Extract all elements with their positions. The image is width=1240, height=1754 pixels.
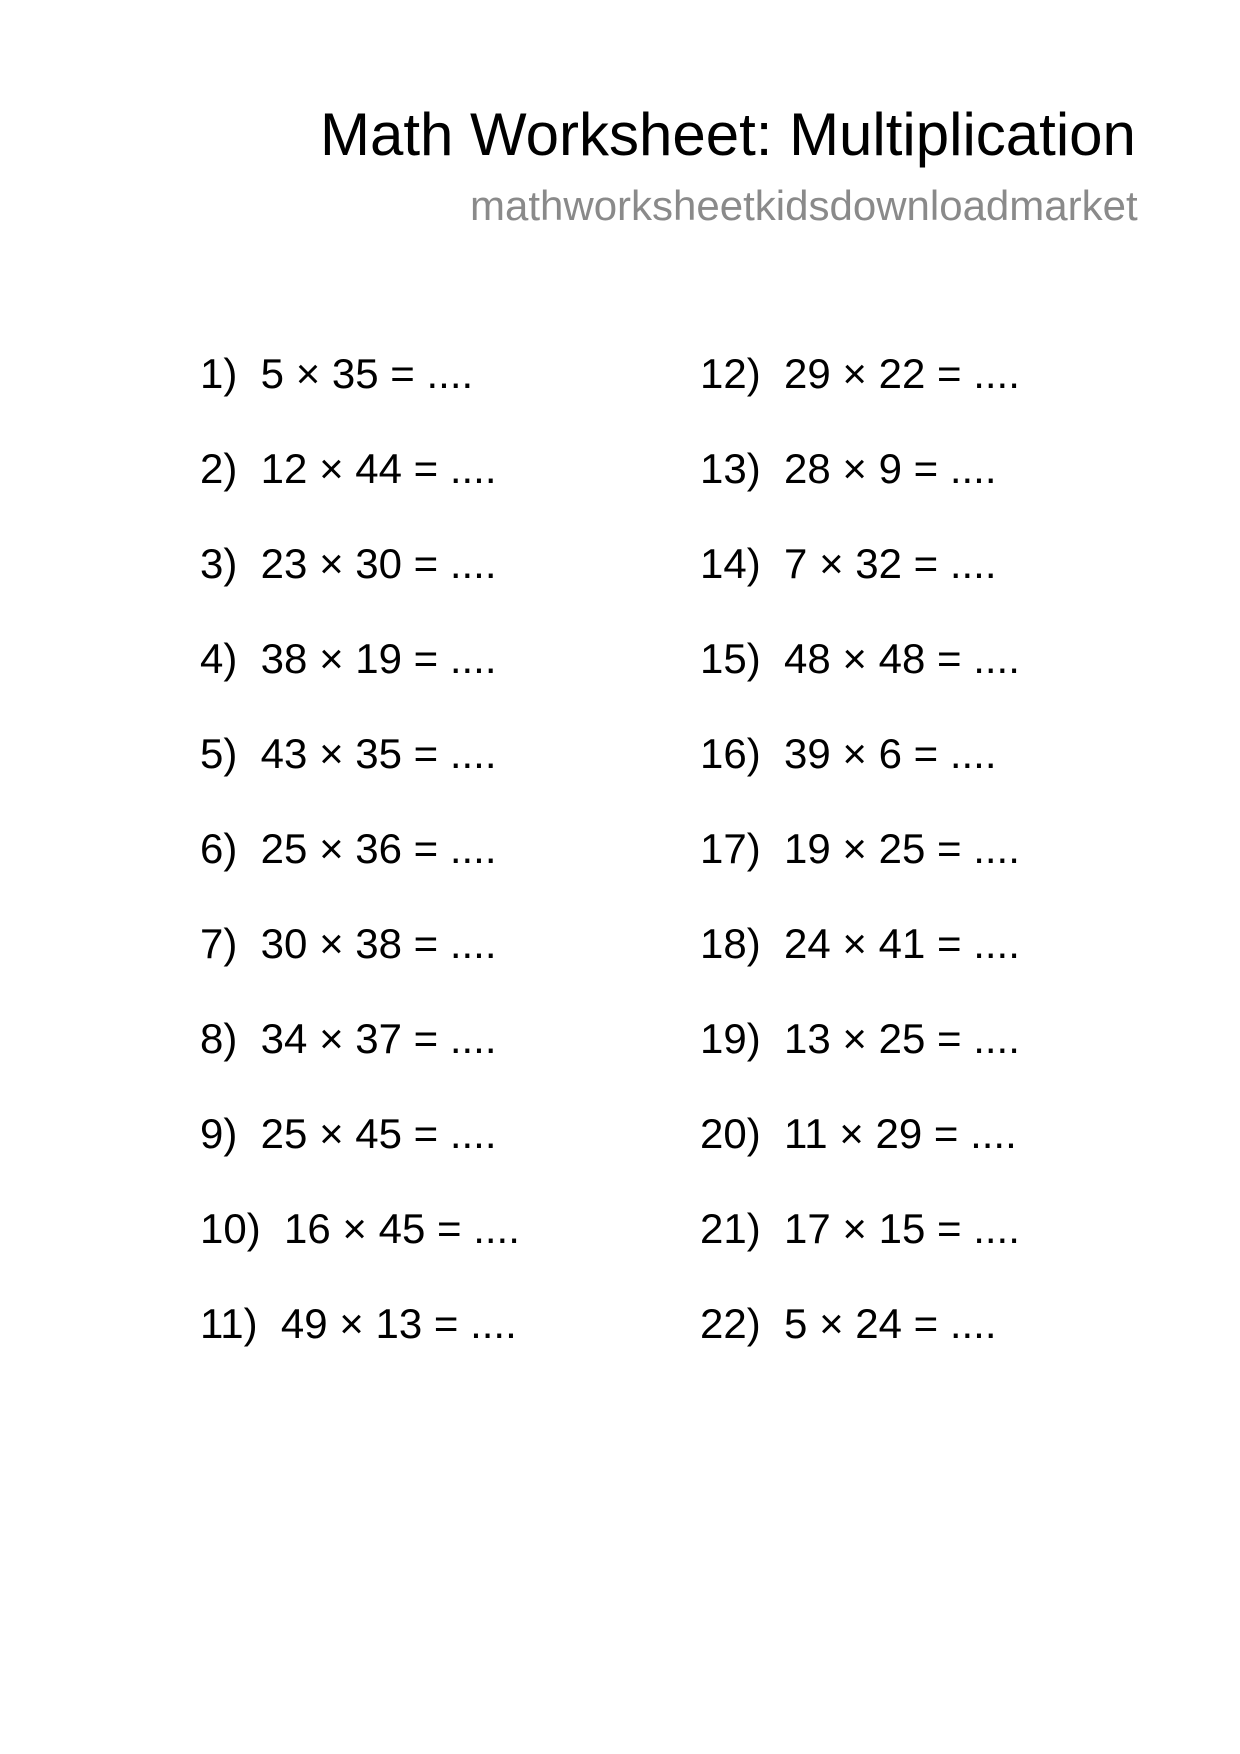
- problem-item: 11) 49 × 13 = ....: [200, 1300, 517, 1347]
- problem-item: 18) 24 × 41 = ....: [700, 920, 1020, 967]
- problem-item: 4) 38 × 19 = ....: [200, 635, 497, 682]
- problem-item: 16) 39 × 6 = ....: [700, 730, 997, 777]
- problem-item: 6) 25 × 36 = ....: [200, 825, 497, 872]
- problem-item: 20) 11 × 29 = ....: [700, 1110, 1017, 1157]
- problems-right-column: [700, 348, 1180, 1393]
- problem-item: 13) 28 × 9 = ....: [700, 445, 997, 492]
- problems-left-column: [200, 348, 680, 1393]
- problem-item: 5) 43 × 35 = ....: [200, 730, 497, 777]
- problem-item: 17) 19 × 25 = ....: [700, 825, 1020, 872]
- problem-item: 9) 25 × 45 = ....: [200, 1110, 497, 1157]
- problem-item: 1) 5 × 35 = ....: [200, 350, 474, 397]
- problem-item: 15) 48 × 48 = ....: [700, 635, 1020, 682]
- problem-item: 12) 29 × 22 = ....: [700, 350, 1020, 397]
- worksheet-title: Math Worksheet: Multiplication: [320, 101, 1136, 168]
- problem-item: 21) 17 × 15 = ....: [700, 1205, 1020, 1252]
- problem-item: 19) 13 × 25 = ....: [700, 1015, 1020, 1062]
- problem-item: 2) 12 × 44 = ....: [200, 445, 497, 492]
- problem-item: 7) 30 × 38 = ....: [200, 920, 497, 967]
- problem-item: 10) 16 × 45 = ....: [200, 1205, 520, 1252]
- problem-item: 8) 34 × 37 = ....: [200, 1015, 497, 1062]
- worksheet-subtitle: mathworksheetkidsdownloadmarket: [470, 182, 1138, 229]
- problem-item: 3) 23 × 30 = ....: [200, 540, 497, 587]
- problem-item: 14) 7 × 32 = ....: [700, 540, 997, 587]
- problem-item: 22) 5 × 24 = ....: [700, 1300, 997, 1347]
